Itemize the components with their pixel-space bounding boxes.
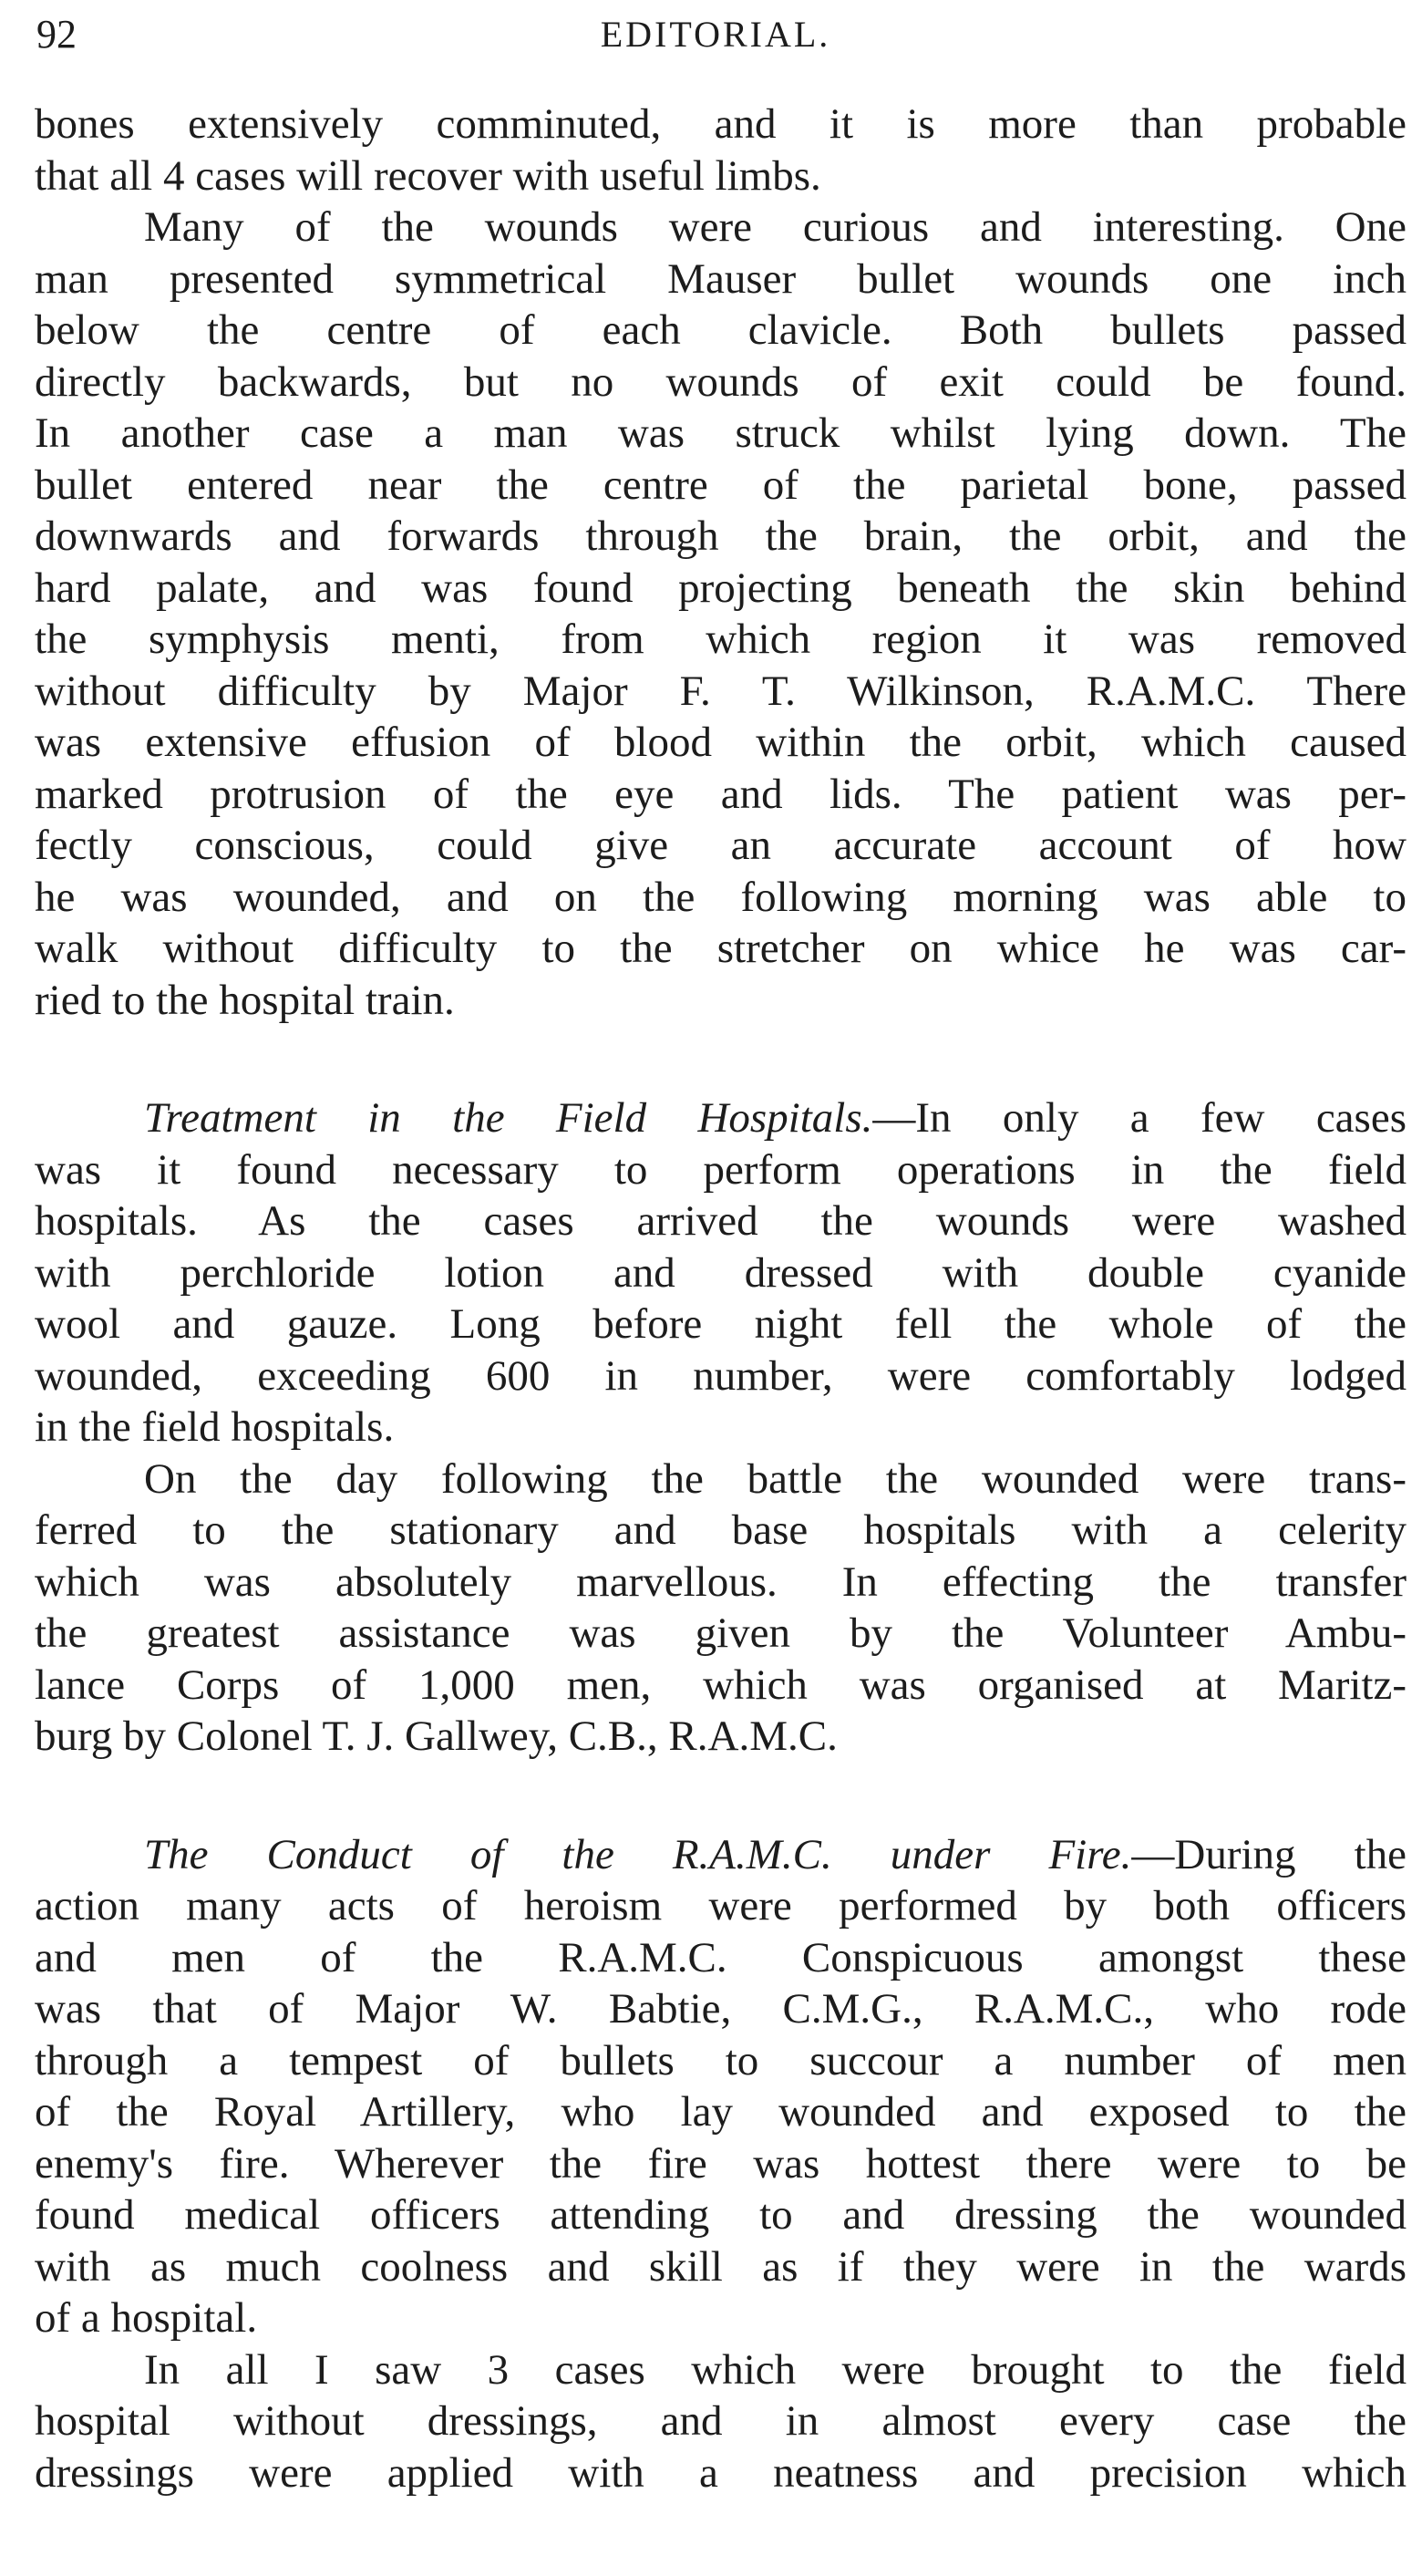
text-line: that all 4 cases will recover with useful limbs. (35, 151, 821, 200)
text-line: the symphysis menti, from which region it was removed (35, 616, 1407, 663)
text-line: In all I saw 3 cases which were brought to the field (144, 2345, 1407, 2394)
text-line: bones extensively comminuted, and it is more than probable (35, 100, 1407, 148)
text-line: he was wounded, and on the following morning was able to (35, 873, 1407, 921)
text-line: with as much coolness and skill as if they were in the wards (35, 2242, 1407, 2291)
text-line: burg by Colonel T. J. Gallwey, C.B., R.A.M.C. (35, 1712, 838, 1760)
text-line (35, 1092, 1407, 1144)
text-line: fectly conscious, could give an accurate account of how (35, 822, 1407, 869)
text-line: of the Royal Artillery, who lay wounded and exposed to the (35, 2088, 1407, 2136)
text-line: wool and gauze. Long before night fell the whole of the (35, 1300, 1407, 1348)
text-line: bullet entered near the centre of the parietal bone, passed (35, 460, 1407, 509)
text-line: the greatest assistance was given by the Volunteer Ambu- (35, 1609, 1407, 1657)
text-run: —During the (1131, 1830, 1407, 1878)
text-line: below the centre of each clavicle. Both bullets passed (35, 306, 1407, 354)
text-line: hospitals. As the cases arrived the wounds were washed (35, 1197, 1407, 1245)
section-heading: Treatment in the Field Hospitals. (144, 1094, 873, 1142)
text-line: downwards and forwards through the brain, the orbit, and the (35, 512, 1407, 560)
text-line: of a hospital. (35, 2294, 258, 2342)
text-line: lance Corps of 1,000 men, which was organised at Maritz- (35, 1660, 1407, 1709)
text-line (35, 1829, 1407, 1881)
text-line: ferred to the stationary and base hospitals with a celerity (35, 1506, 1407, 1554)
running-head: EDITORIAL. (600, 14, 831, 55)
text-line: hospital without dressings, and in almost every case the (35, 2397, 1407, 2445)
paragraph (35, 1454, 1407, 1763)
text-line: dressings were applied with a neatness and precision which (35, 2448, 1407, 2497)
paragraph-gap (35, 1026, 1407, 1092)
text-line: in the field hospitals. (35, 1403, 395, 1451)
paragraph (35, 98, 1407, 202)
text-line: marked protrusion of the eye and lids. The patient was per- (35, 770, 1407, 818)
page-header (36, 7, 1395, 62)
text-line: walk without difficulty to the stretcher on whice he was car- (35, 925, 1407, 972)
page-number: 92 (36, 12, 77, 57)
text-line: and men of the R.A.M.C. Conspicuous amongst these (35, 1933, 1407, 1981)
text-line: was extensive effusion of blood within the orbit, which caused (35, 719, 1407, 766)
body-text (35, 98, 1407, 2498)
text-line: was it found necessary to perform operations in the field (35, 1145, 1407, 1194)
text-line: enemy's fire. Wherever the fire was hottest there were to be (35, 2139, 1407, 2188)
text-line: man presented symmetrical Mauser bullet wounds one inch (35, 254, 1407, 303)
text-line: action many acts of heroism were performed by both officers (35, 1882, 1407, 1929)
text-line: through a tempest of bullets to succour a number of men (35, 2036, 1407, 2085)
text-line: was that of Major W. Babtie, C.M.G., R.A.M.C., who rode (35, 1985, 1407, 2033)
text-line: hard palate, and was found projecting beneath the skin behind (35, 564, 1407, 612)
paragraph (35, 2344, 1407, 2499)
paragraph (35, 1092, 1407, 1454)
text-line: On the day following the battle the wounded were trans- (144, 1454, 1407, 1503)
paragraph (35, 1829, 1407, 2344)
section-heading: The Conduct of the R.A.M.C. under Fire. (144, 1830, 1132, 1878)
text-line: In another case a man was struck whilst lying down. The (35, 409, 1407, 457)
text-line: which was absolutely marvellous. In effecting the transfer (35, 1557, 1407, 1606)
text-line: ried to the hospital train. (35, 976, 455, 1024)
paragraph (35, 202, 1407, 1026)
text-line: found medical officers attending to and dressing the wounded (35, 2191, 1407, 2239)
text-run: —In only a few cases (872, 1094, 1407, 1142)
text-line: without difficulty by Major F. T. Wilkinson, R.A.M.C. There (35, 667, 1407, 715)
text-line: with perchloride lotion and dressed with double cyanide (35, 1248, 1407, 1297)
text-line: Many of the wounds were curious and interesting. One (144, 203, 1407, 251)
text-line: directly backwards, but no wounds of exit could be found. (35, 357, 1407, 406)
paragraph-gap (35, 1763, 1407, 1829)
text-line: wounded, exceeding 600 in number, were comfortably lodged (35, 1351, 1407, 1400)
